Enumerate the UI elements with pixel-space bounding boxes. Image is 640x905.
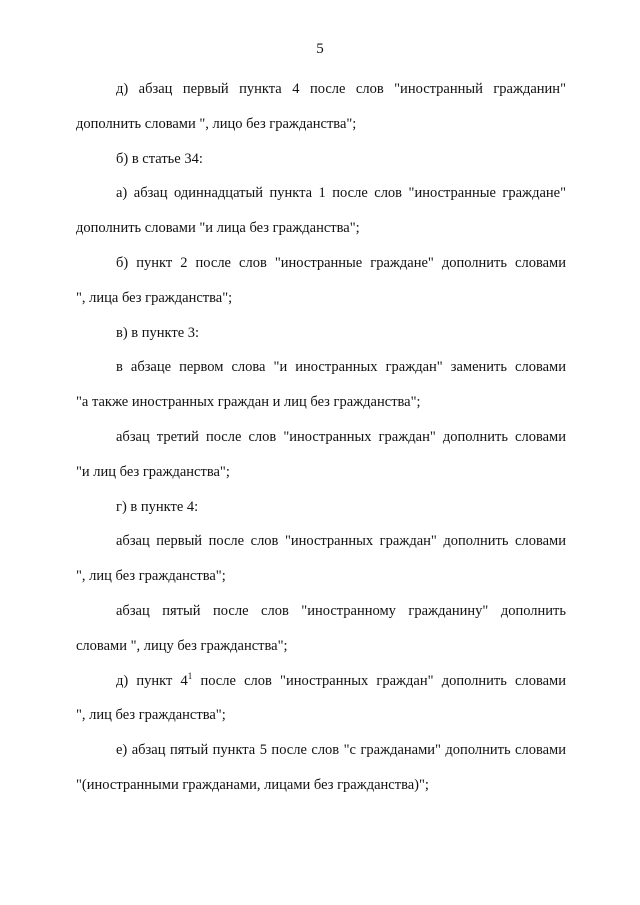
text-line: абзац пятый после слов "иностранному гражданину" дополнить <box>116 602 566 619</box>
text-line: в) в пункте 3: <box>116 324 200 341</box>
page-number: 5 <box>316 41 324 57</box>
text-line: д) абзац первый пункта 4 после слов "иностранный гражданин" <box>116 81 566 97</box>
text-line: абзац третий после слов "иностранных граждан" дополнить словами <box>116 428 566 445</box>
text-line: а) абзац одиннадцатый пункта 1 после слов "иностранные граждане" <box>116 185 566 202</box>
superscript: 1 <box>187 670 193 681</box>
text-line: дополнить словами ", лицо без гражданства"; <box>76 115 357 132</box>
text-line: в абзаце первом слова "и иностранных граждан" заменить словами <box>116 359 566 376</box>
text-line: дополнить словами "и лица без гражданства"; <box>76 220 360 237</box>
text-line: "а также иностранных граждан и лиц без гражданства"; <box>76 394 421 411</box>
text-line: ", лиц без гражданства"; <box>76 707 226 724</box>
text-line: б) в статье 34: <box>116 150 203 167</box>
text-line: г) в пункте 4: <box>116 498 199 515</box>
text-line <box>76 671 566 706</box>
text-line: ", лица без гражданства"; <box>76 289 233 306</box>
text-line: абзац первый после слов "иностранных граждан" дополнить словами <box>116 533 566 550</box>
text-line: ", лиц без гражданства"; <box>76 568 226 585</box>
text-line: словами ", лицу без гражданства"; <box>76 637 288 654</box>
text-line: б) пункт 2 после слов "иностранные граждане" дополнить словами <box>116 254 566 271</box>
document-body <box>76 79 566 810</box>
text-line: "(иностранными гражданами, лицами без гражданства)"; <box>76 776 429 793</box>
text-fragment: после слов "иностранных граждан" дополнить словами <box>192 672 566 689</box>
text-fragment: д) пункт 4 <box>116 672 188 689</box>
text-line: е) абзац пятый пункта 5 после слов "с гражданами" дополнить словами <box>116 742 566 759</box>
text-line: "и лиц без гражданства"; <box>76 463 230 480</box>
